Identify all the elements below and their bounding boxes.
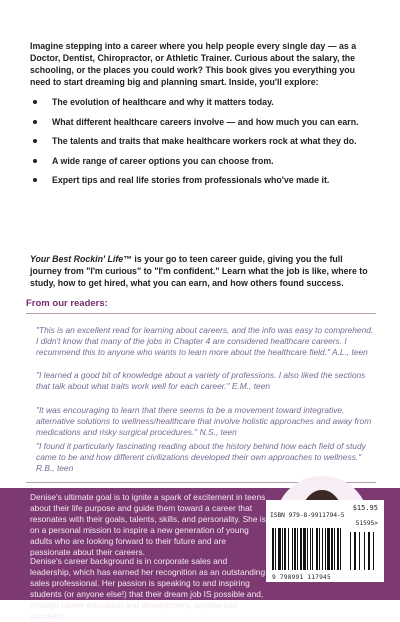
topic-item: The evolution of healthcare and why it matters today. <box>30 96 374 108</box>
barcode-icon <box>270 528 380 572</box>
topic-item: What different healthcare careers involve — and how much you can earn. <box>30 116 374 128</box>
intro-paragraph: Imagine stepping into a career where you help people every single day — as a Doctor, Dentist, Chiropractor, or Athletic Trainer. Curious about the salary, the schooling, or the places you could work? This book gives you everything you need to start dreaming big and planning smart. Inside, you'll explore: <box>30 41 357 87</box>
topic-item: A wide range of career options you can choose from. <box>30 155 374 167</box>
topic-list <box>30 96 374 194</box>
price-addon-label: 51595> <box>355 520 378 527</box>
price-label: $15.95 <box>352 504 378 512</box>
summary-text: is your go to teen career guide, giving you the full journey from "I'm curious" to "I'm confident." Learn what the job is like, where to study, how to get hired, what you can earn, and how others found success. <box>30 254 368 288</box>
barcode-block <box>266 500 384 582</box>
isbn-label: ISBN 979-8-9911794-5 <box>270 512 345 519</box>
section-divider <box>26 313 376 314</box>
readers-heading: From our readers: <box>26 298 108 309</box>
summary-paragraph <box>30 253 374 289</box>
topic-item: The talents and traits that make healthcare workers rock at what they do. <box>30 135 374 147</box>
series-name: Your Best Rockin' Life™ <box>30 254 132 264</box>
reader-quote: "This is an excellent read for learning about careers, and the info was easy to comprehend. I didn't know that many of the jobs in Chapter 4 are considered healthcare careers. I recommend this to anyone who wants to learn more about the healthcare field." A.L., teen <box>36 325 374 357</box>
reader-quote: "I learned a good bit of knowledge about a variety of professions. I also liked the sections that talk about what traits work well for each career." E.M., teen <box>36 370 366 391</box>
author-bio-paragraph: Denise's ultimate goal is to ignite a spark of excitement in teens about their life purpose and guide them toward a career that resonates with their goals, talents, skills, and personality. She is on a personal mission to inspire a new generation of young adults who are looking forward to their future and are passionate about their careers. <box>30 492 266 557</box>
topic-item: Expert tips and real life stories from professionals who've made it. <box>30 174 374 186</box>
barcode-digits: 9 798991 117945 <box>272 574 331 581</box>
reader-quote: "I found it particularly fascinating reading about the history behind how each field of study came to be and how different civilizations developed their own approaches to wellness." R.B., teen <box>36 441 366 473</box>
author-bio-paragraph: Denise's career background is in corporate sales and leadership, which has earned her recognition as an outstanding sales professional. Her passion is speaking to and inspiring students (or anyone else!) that their dream job IS possible and, through career education and development, anyone can succeed! <box>30 556 266 621</box>
reader-quote: "It was encouraging to learn that there seems to be a movement toward integrative, alternative solutions to wellness/healthcare that involve holistic approaches and away from medications and risky surgical procedures." N.S., teen <box>36 405 372 437</box>
